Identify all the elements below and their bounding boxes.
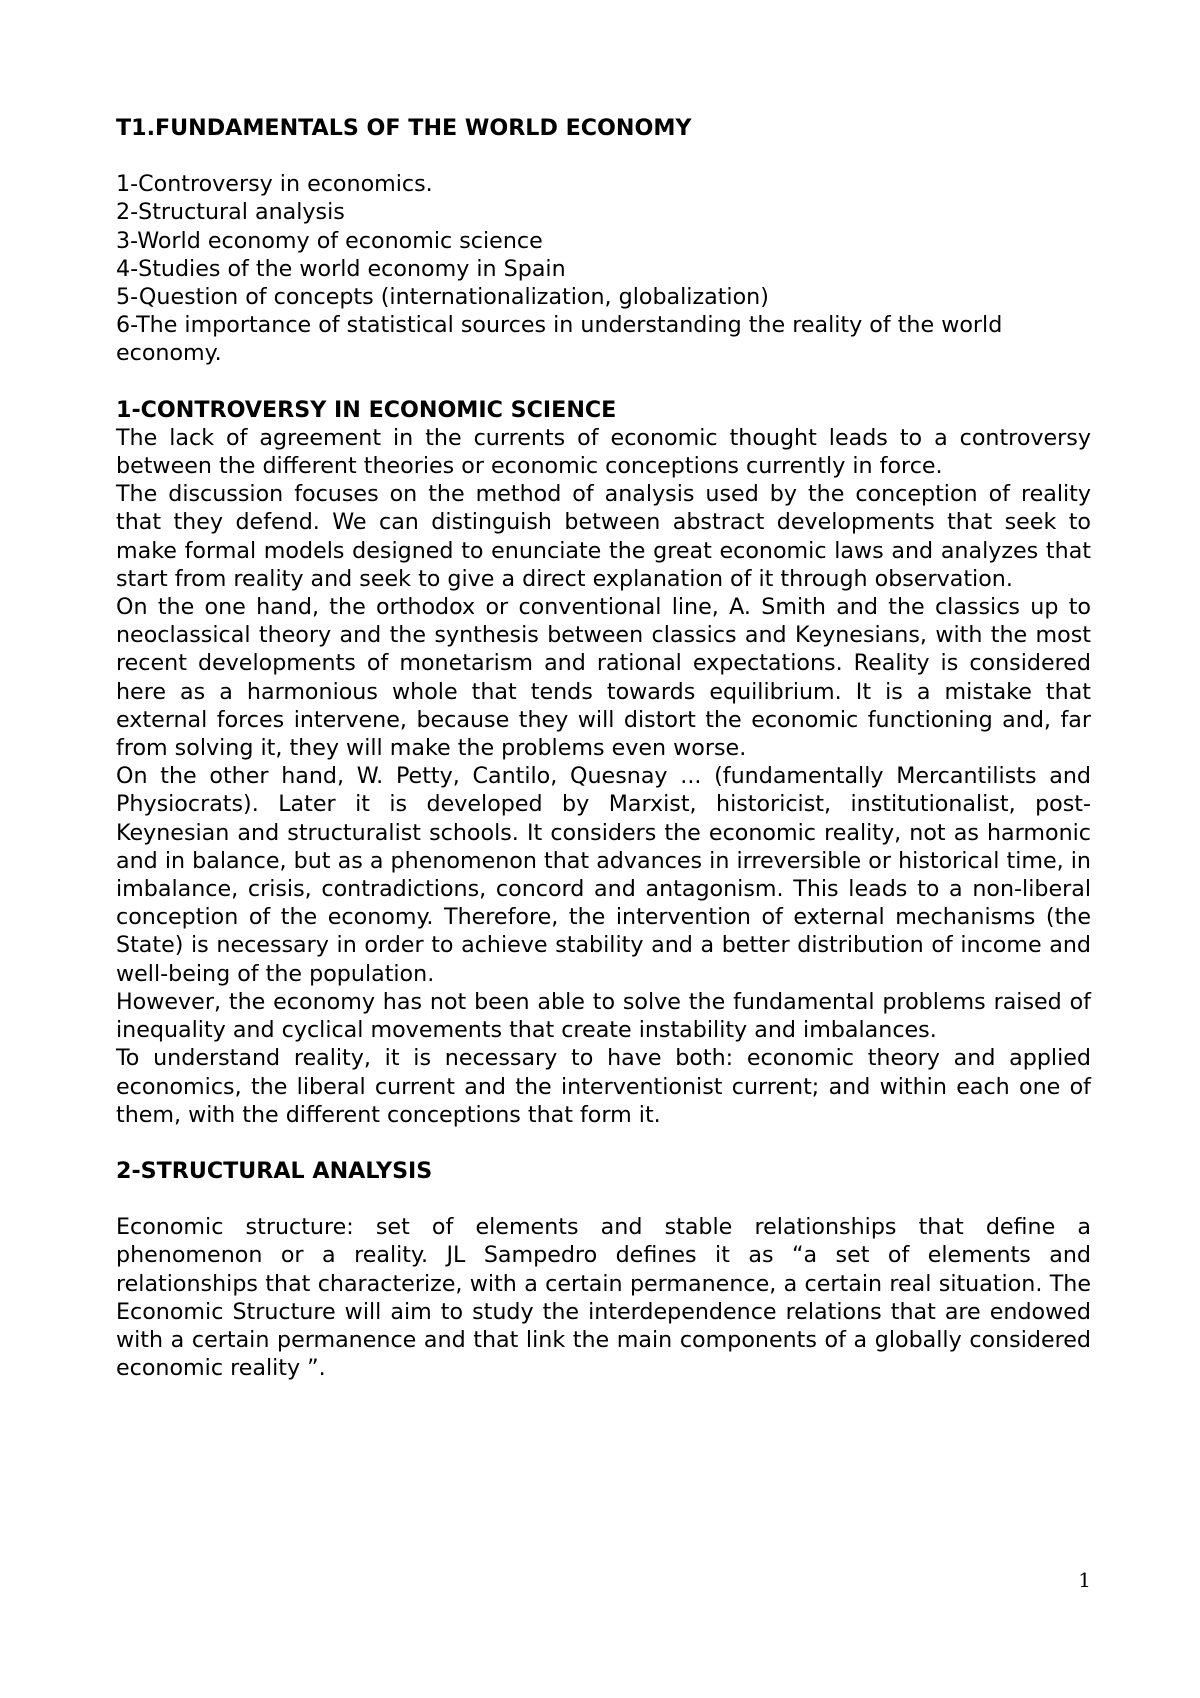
document-page bbox=[116, 114, 1091, 1410]
paragraph: The discussion focuses on the method of analysis used by the conception of reality that they defend. We can distinguish between abstract developments that seek to make formal models designed to enunciate the great economic laws and analyzes that start from reality and seek to give a direct explanation of it through observation. bbox=[116, 481, 1091, 592]
paragraph: Economic structure: set of elements and stable relationships that define a phenomenon or a reality. JL Sampedro defines it as “a set of elements and relationships that characterize, with a certain permanence, a certain real situation. The Economic Structure will aim to study the interdependence relations that are endowed with a certain permanence and that link the main components of a globally considered economic reality ”. bbox=[116, 1214, 1091, 1382]
paragraph: However, the economy has not been able to solve the fundamental problems raised of inequality and cyclical movements that create instability and imbalances. bbox=[116, 988, 1091, 1044]
table-of-contents bbox=[116, 170, 1091, 367]
toc-item: 4-Studies of the world economy in Spain bbox=[116, 255, 566, 282]
section-heading: 2-STRUCTURAL ANALYSIS bbox=[116, 1157, 433, 1184]
toc-item: 3-World economy of economic science bbox=[116, 227, 543, 254]
toc-item: 6-The importance of statistical sources in understanding the reality of the world economy. bbox=[116, 312, 1003, 367]
paragraph: On the one hand, the orthodox or conventional line, A. Smith and the classics up to neoclassical theory and the synthesis between classics and Keynesians, with the most recent developments of monetarism and rational expectations. Reality is considered here as a harmonious whole that tends towards equilibrium. It is a mistake that external forces intervene, because they will distort the economic functioning and, far from solving it, they will make the problems even worse. bbox=[116, 594, 1091, 762]
document-title: T1.FUNDAMENTALS OF THE WORLD ECONOMY bbox=[116, 115, 692, 141]
paragraph: To understand reality, it is necessary to have both: economic theory and applied economics, the liberal current and the interventionist current; and within each one of them, with the different conceptions that form it. bbox=[116, 1045, 1091, 1128]
section-structural-analysis bbox=[116, 1157, 1091, 1382]
toc-item: 1-Controversy in economics. bbox=[116, 171, 433, 198]
page-number: 1 bbox=[1078, 1568, 1091, 1592]
paragraph: The lack of agreement in the currents of economic thought leads to a controversy between the different theories or economic conceptions currently in force. bbox=[116, 424, 1091, 480]
section-controversy bbox=[116, 396, 1091, 1129]
toc-item: 5-Question of concepts (internationalization, globalization) bbox=[116, 284, 769, 311]
toc-item: 2-Structural analysis bbox=[116, 199, 345, 226]
paragraph: On the other hand, W. Petty, Cantilo, Quesnay ... (fundamentally Mercantilists and Physiocrats). Later it is developed by Marxist, historicist, institutionalist, post-Keynesian and structuralist schools. It considers the economic reality, not as harmonic and in balance, but as a phenomenon that advances in irreversible or historical time, in imbalance, crisis, contradictions, concord and antagonism. This leads to a non-liberal conception of the economy. Therefore, the intervention of external mechanisms (the State) is necessary in order to achieve stability and a better distribution of income and well-being of the population. bbox=[116, 763, 1091, 987]
section-heading: 1-CONTROVERSY IN ECONOMIC SCIENCE bbox=[116, 396, 617, 423]
